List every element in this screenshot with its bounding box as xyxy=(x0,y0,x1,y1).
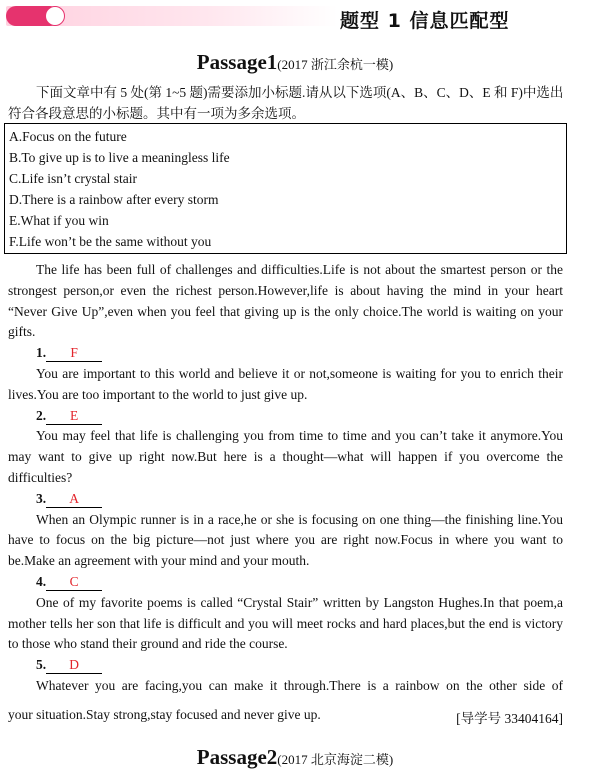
passage1-source: (2017 浙江余杭一模) xyxy=(277,57,394,72)
question-number: 5. xyxy=(36,657,47,673)
passage1-title: Passage1 xyxy=(196,50,278,74)
question-number: 2. xyxy=(36,407,47,423)
option-c: C.Life isn’t crystal stair xyxy=(9,171,137,186)
passage2-title: Passage2 xyxy=(196,745,278,769)
passage2-heading xyxy=(0,745,590,770)
passage1-heading xyxy=(0,50,590,75)
section-title: 题型 1 信息匹配型 xyxy=(340,10,510,32)
question-4 xyxy=(8,572,563,593)
option-d: D.There is a rainbow after every storm xyxy=(9,192,219,207)
passage2-source: (2017 北京海淀二模) xyxy=(277,752,394,767)
paragraph-5: Whatever you are facing,you can make it through.There is a rainbow on the other side of xyxy=(36,677,563,693)
paragraph-2: You may feel that life is challenging you from time to time and you can’t take it anymore.You may want to give up right now.But here is a thought—what will happen if you overcome the difficulties? xyxy=(8,428,563,485)
paragraph-1: You are important to this world and believe it or not,someone is waiting for you to enrich their lives.You are too important to the world to just give up. xyxy=(8,365,563,402)
paragraph-4: One of my favorite poems is called “Crystal Stair” written by Langston Hughes.In that poem,a mother tells her son that life is difficult and you will meet rocks and hard places,but the end is victory to those who stand their ground and ride the course. xyxy=(8,594,563,652)
answer-blank: E xyxy=(46,408,102,425)
answer-blank: C xyxy=(46,574,102,591)
answer-blank: D xyxy=(46,657,102,674)
instruction-text: 下面文章中有 5 处(第 1~5 题)需要添加小标题.请从以下选项(A、B、C、D、E 和 F)中选出符合各段意思的小标题。其中有一项为多余选项。 xyxy=(8,85,564,121)
option-a: A.Focus on the future xyxy=(9,129,127,144)
question-2 xyxy=(8,406,563,427)
paragraph-3: When an Olympic runner is in a race,he or she is focusing on one thing—the finishing line.You have to focus on the big picture—not just where you are right now.Focus in where you want to be.Make an agreement with your mind and your mouth. xyxy=(8,511,563,569)
options-box xyxy=(4,123,567,254)
instructions xyxy=(8,82,564,124)
option-e: E.What if you win xyxy=(9,213,109,228)
question-number: 3. xyxy=(36,490,47,506)
guide-number: [导学号 33404164] xyxy=(456,711,563,726)
option-f: F.Life won’t be the same without you xyxy=(9,234,212,249)
question-number: 1. xyxy=(36,345,47,361)
option-b: B.To give up is to live a meaningless life xyxy=(9,150,230,165)
answer-blank: F xyxy=(46,345,102,362)
question-1 xyxy=(8,343,563,364)
answer-blank: A xyxy=(46,491,102,508)
header-circle-icon xyxy=(45,6,65,26)
closing-line xyxy=(8,707,563,726)
passage-body xyxy=(8,260,563,697)
intro-paragraph: The life has been full of challenges and difficulties.Life is not about the smartest person or the strongest person,or even the richest person.However,life is about having the mind in your heart “Never Give Up”,even when you feel that giving up is the only choice.The world is waiting on your gifts. xyxy=(8,262,563,340)
question-number: 4. xyxy=(36,573,47,589)
question-5 xyxy=(8,655,563,676)
question-3 xyxy=(8,489,563,510)
page-header xyxy=(0,0,590,34)
closing-text: your situation.Stay strong,stay focused and never give up. xyxy=(8,707,321,722)
